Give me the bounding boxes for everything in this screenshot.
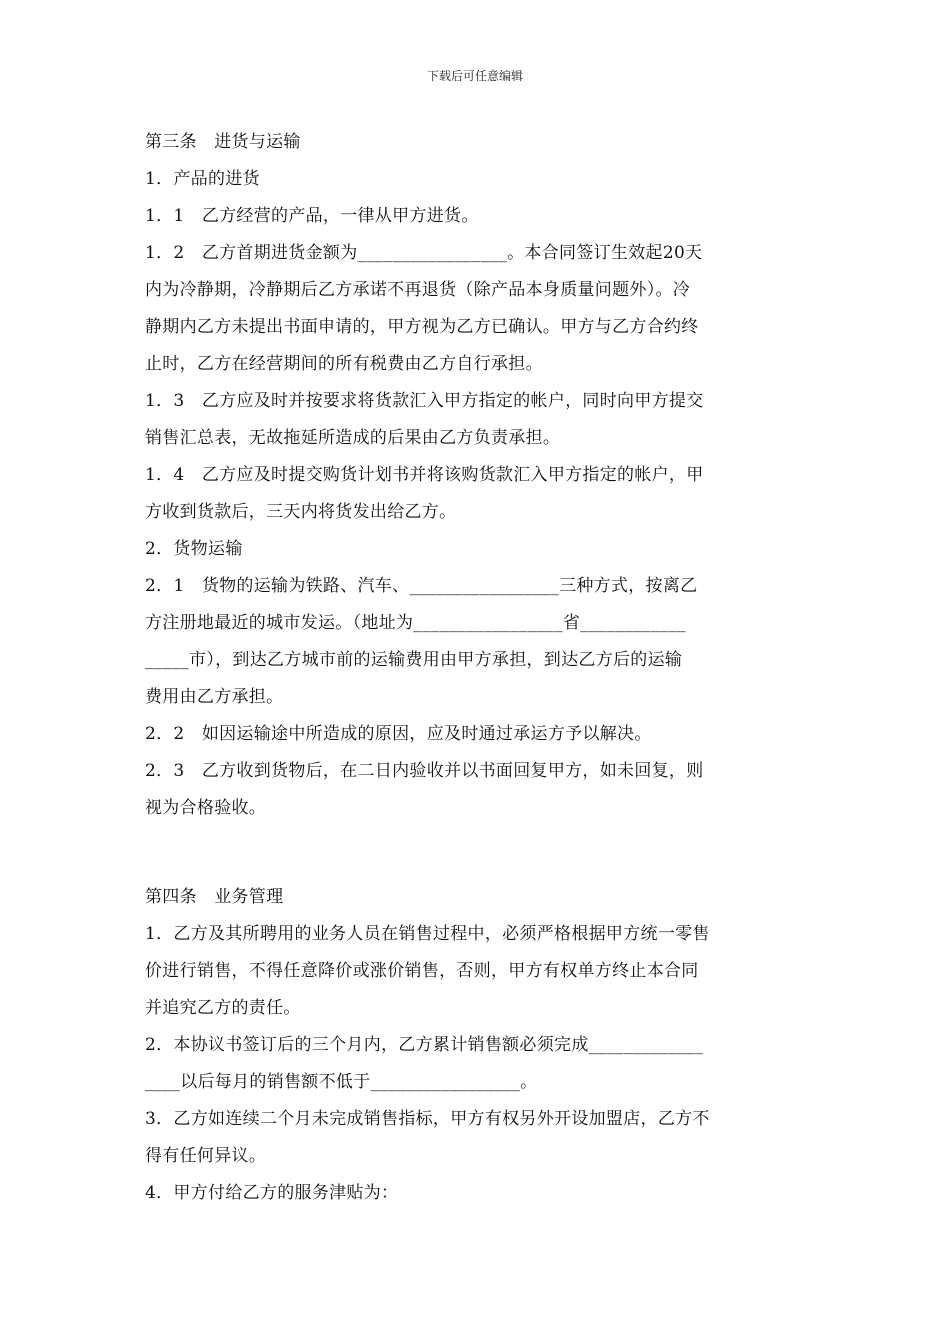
text-line: _____市），到达乙方城市前的运输费用由甲方承担，到达乙方后的运输 xyxy=(145,650,683,670)
text-line: ____以后每月的销售额不低于_________________。 xyxy=(145,1072,538,1092)
section-heading: 第四条 业务管理 xyxy=(145,887,284,907)
section-article-4 xyxy=(145,879,810,1212)
text-line: 1．3 乙方应及时并按要求将货款汇入甲方指定的帐户，同时向甲方提交 xyxy=(145,391,704,411)
text-line: 费用由乙方承担。 xyxy=(145,687,284,707)
text-line: 方收到货款后，三天内将货发出给乙方。 xyxy=(145,502,457,522)
text-line: 静期内乙方未提出书面申请的，甲方视为乙方已确认。甲方与乙方合约终 xyxy=(145,317,699,337)
text-line: 1．4 乙方应及时提交购货计划书并将该购货款汇入甲方指定的帐户，甲 xyxy=(145,465,704,485)
text-line: 3．乙方如连续二个月未完成销售指标，甲方有权另外开设加盟店，乙方不 xyxy=(145,1109,710,1129)
text-line: 2．3 乙方收到货物后，在二日内验收并以书面回复甲方，如未回复，则 xyxy=(145,761,704,781)
text-line: 4．甲方付给乙方的服务津贴为： xyxy=(145,1183,399,1203)
text-line: 1．产品的进货 xyxy=(145,169,260,189)
text-line: 2．1 货物的运输为铁路、汽车、_________________三种方式，按离乙 xyxy=(145,576,698,596)
document-body xyxy=(145,124,810,1212)
text-line: 内为冷静期，冷静期后乙方承诺不再退货（除产品本身质量问题外）。冷 xyxy=(145,280,691,300)
section-gap xyxy=(145,827,810,879)
section-heading: 第三条 进货与运输 xyxy=(145,132,301,152)
text-line: 1．1 乙方经营的产品，一律从甲方进货。 xyxy=(145,206,479,226)
text-line: 并追究乙方的责任。 xyxy=(145,998,301,1018)
page-header: 下载后可任意编辑 xyxy=(426,69,523,83)
text-line: 得有任何异议。 xyxy=(145,1146,267,1166)
text-line: 2．2 如因运输途中所造成的原因，应及时通过承运方予以解决。 xyxy=(145,724,652,744)
text-line: 方注册地最近的城市发运。（地址为_________________省____________ xyxy=(145,613,686,633)
text-line: 2．货物运输 xyxy=(145,539,243,559)
text-line: 视为合格验收。 xyxy=(145,798,267,818)
text-line: 2．本协议书签订后的三个月内，乙方累计销售额必须完成_____________ xyxy=(145,1035,704,1055)
text-line: 止时，乙方在经营期间的所有税费由乙方自行承担。 xyxy=(145,354,543,374)
text-line: 1．2 乙方首期进货金额为_________________。本合同签订生效起20天 xyxy=(145,243,703,263)
text-line: 1．乙方及其所聘用的业务人员在销售过程中，必须严格根据甲方统一零售 xyxy=(145,924,710,944)
section-article-3 xyxy=(145,124,810,827)
text-line: 价进行销售，不得任意降价或涨价销售，否则，甲方有权单方终止本合同 xyxy=(145,961,699,981)
text-line: 销售汇总表，无故拖延所造成的后果由乙方负责承担。 xyxy=(145,428,561,448)
